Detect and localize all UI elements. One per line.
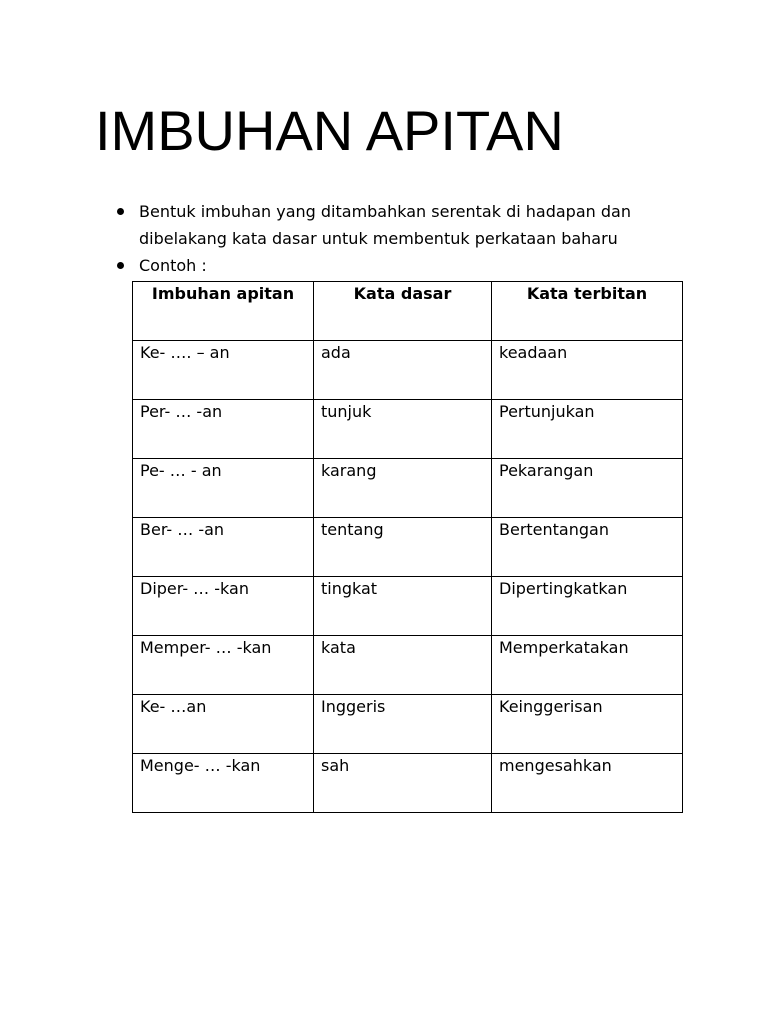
header-imbuhan-apitan: Imbuhan apitan: [133, 282, 314, 341]
cell-imbuhan: Menge- … -kan: [133, 754, 314, 813]
cell-imbuhan: Ber- … -an: [133, 518, 314, 577]
affix-table: [132, 281, 683, 813]
cell-imbuhan: Pe- … - an: [133, 459, 314, 518]
cell-kata-dasar: karang: [314, 459, 492, 518]
cell-kata-terbitan: Bertentangan: [492, 518, 683, 577]
list-item: [116, 198, 696, 252]
cell-imbuhan: Diper- … -kan: [133, 577, 314, 636]
cell-kata-dasar: sah: [314, 754, 492, 813]
cell-kata-terbitan: Pertunjukan: [492, 400, 683, 459]
bullet-icon: [117, 262, 124, 269]
page-title: IMBUHAN APITAN: [95, 99, 564, 162]
bullet-list: [116, 198, 696, 279]
table-row: [133, 518, 683, 577]
cell-kata-dasar: tentang: [314, 518, 492, 577]
table-row: [133, 341, 683, 400]
cell-kata-terbitan: Pekarangan: [492, 459, 683, 518]
cell-kata-dasar: kata: [314, 636, 492, 695]
cell-kata-terbitan: Memperkatakan: [492, 636, 683, 695]
bullet-icon: [117, 208, 124, 215]
table-row: [133, 400, 683, 459]
cell-imbuhan: Memper- … -kan: [133, 636, 314, 695]
cell-kata-terbitan: Dipertingkatkan: [492, 577, 683, 636]
bullet-text: Contoh :: [139, 256, 207, 275]
cell-kata-terbitan: mengesahkan: [492, 754, 683, 813]
bullet-text: Bentuk imbuhan yang ditambahkan serentak di hadapan dan dibelakang kata dasar untuk membentuk perkataan baharu: [139, 202, 631, 248]
table-row: [133, 695, 683, 754]
cell-kata-dasar: Inggeris: [314, 695, 492, 754]
table-row: [133, 754, 683, 813]
cell-imbuhan: Ke- …an: [133, 695, 314, 754]
cell-kata-dasar: tunjuk: [314, 400, 492, 459]
cell-kata-dasar: tingkat: [314, 577, 492, 636]
header-kata-dasar: Kata dasar: [314, 282, 492, 341]
list-item: [116, 252, 696, 279]
header-kata-terbitan: Kata terbitan: [492, 282, 683, 341]
cell-imbuhan: Per- … -an: [133, 400, 314, 459]
table-row: [133, 459, 683, 518]
cell-kata-terbitan: keadaan: [492, 341, 683, 400]
table-header-row: [133, 282, 683, 341]
table-row: [133, 636, 683, 695]
cell-imbuhan: Ke- …. – an: [133, 341, 314, 400]
cell-kata-dasar: ada: [314, 341, 492, 400]
table-row: [133, 577, 683, 636]
cell-kata-terbitan: Keinggerisan: [492, 695, 683, 754]
